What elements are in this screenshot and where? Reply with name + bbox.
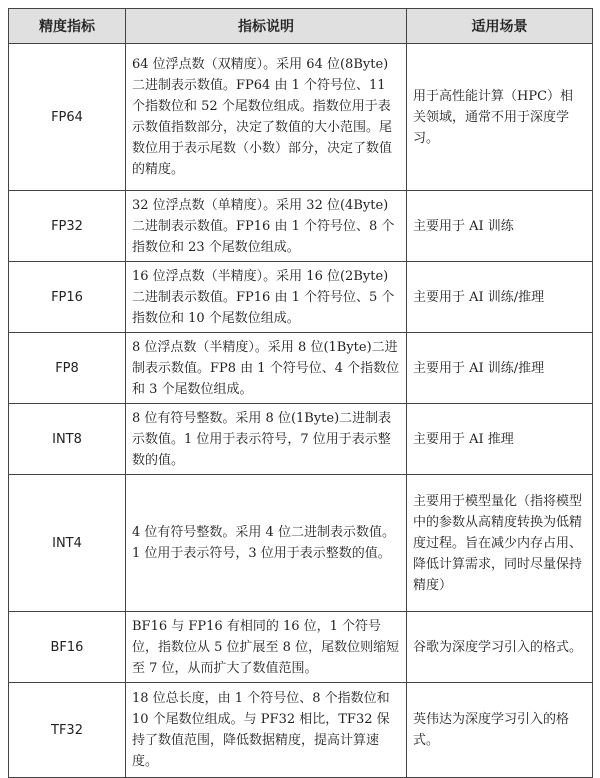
use-case-cell: 用于高性能计算（HPC）相关领域，通常不用于深度学习。 (407, 44, 593, 191)
table-row (9, 333, 593, 404)
table-row (9, 262, 593, 333)
description-cell: 8 位浮点数（半精度）。采用 8 位(1Byte)二进制表示数值。FP8 由 1 个符号位、4 个指数位和 3 个尾数位组成。 (126, 333, 407, 404)
header-precision-metric: 精度指标 (9, 9, 126, 44)
precision-name-cell: FP32 (9, 191, 126, 262)
table-row (9, 612, 593, 683)
header-row (9, 9, 593, 44)
use-case-cell: 主要用于模型量化（指将模型中的参数从高精度转换为低精度过程。旨在减少内存占用、降低计算需求，同时尽量保持精度） (407, 475, 593, 612)
precision-name-cell: BF16 (9, 612, 126, 683)
description-cell: 18 位总长度，由 1 个符号位、8 个指数位和 10 个尾数位组成。与 PF32 相比，TF32 保持了数值范围，降低数据精度，提高计算速度。 (126, 683, 407, 778)
use-case-cell: 谷歌为深度学习引入的格式。 (407, 612, 593, 683)
use-case-cell: 英伟达为深度学习引入的格式。 (407, 683, 593, 778)
use-case-cell: 主要用于 AI 推理 (407, 404, 593, 475)
description-cell: 8 位有符号整数。采用 8 位(1Byte)二进制表示数值。1 位用于表示符号，7 位用于表示整数的值。 (126, 404, 407, 475)
header-metric-description: 指标说明 (126, 9, 407, 44)
use-case-cell: 主要用于 AI 训练/推理 (407, 333, 593, 404)
table-row (9, 683, 593, 778)
use-case-cell: 主要用于 AI 训练 (407, 191, 593, 262)
table-row (9, 404, 593, 475)
precision-name-cell: TF32 (9, 683, 126, 778)
table-header (9, 9, 593, 44)
header-use-case: 适用场景 (407, 9, 593, 44)
description-cell: 32 位浮点数（单精度）。采用 32 位(4Byte)二进制表示数值。FP16 由 1 个符号位、8 个指数位和 23 个尾数位组成。 (126, 191, 407, 262)
precision-name-cell: INT8 (9, 404, 126, 475)
precision-name-cell: FP64 (9, 44, 126, 191)
precision-name-cell: FP8 (9, 333, 126, 404)
table-row (9, 44, 593, 191)
use-case-cell: 主要用于 AI 训练/推理 (407, 262, 593, 333)
table-row (9, 475, 593, 612)
description-cell: BF16 与 FP16 有相同的 16 位，1 个符号位，指数位从 5 位扩展至 8 位，尾数位则缩短至 7 位，从而扩大了数值范围。 (126, 612, 407, 683)
precision-table (8, 8, 593, 778)
table-body (9, 44, 593, 778)
precision-name-cell: FP16 (9, 262, 126, 333)
description-cell: 16 位浮点数（半精度）。采用 16 位(2Byte)二进制表示数值。FP16 由 1 个符号位、5 个指数位和 10 个尾数位组成。 (126, 262, 407, 333)
precision-name-cell: INT4 (9, 475, 126, 612)
description-cell: 4 位有符号整数。采用 4 位二进制表示数值。1 位用于表示符号，3 位用于表示整数的值。 (126, 475, 407, 612)
description-cell: 64 位浮点数（双精度）。采用 64 位(8Byte)二进制表示数值。FP64 由 1 个符号位、11 个指数位和 52 个尾数位组成。指数位用于表示数值指数部分，决定了数值的大小范围。尾数位用于表示尾数（小数）部分，决定了数值的精度。 (126, 44, 407, 191)
table-row (9, 191, 593, 262)
